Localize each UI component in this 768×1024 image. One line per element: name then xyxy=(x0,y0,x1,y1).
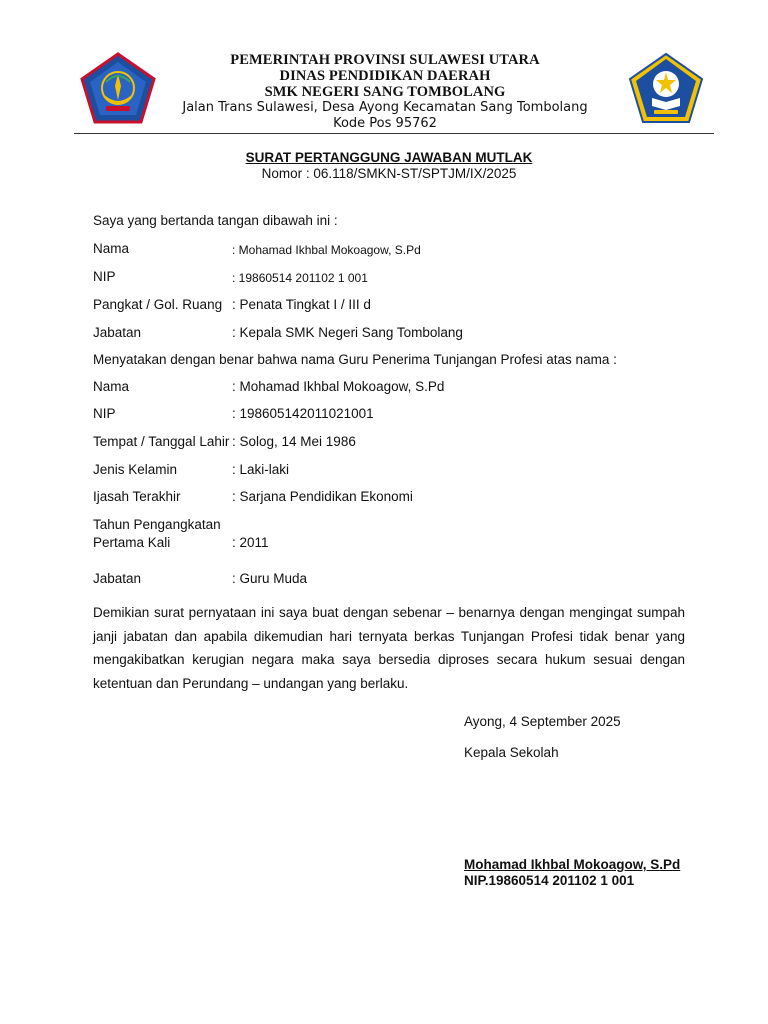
document-number: Nomor : 06.118/SMKN-ST/SPTJM/IX/2025 xyxy=(261,166,517,181)
declaration-text: Menyatakan dengan benar bahwa nama Guru Penerima Tunjangan Profesi atas nama : xyxy=(93,352,617,367)
teacher-appointment-value: : 2011 xyxy=(232,535,269,550)
signer-rank-label: Pangkat / Gol. Ruang xyxy=(93,297,223,312)
signature-name: Mohamad Ikhbal Mokoagow, S.Pd xyxy=(464,857,681,872)
teacher-education-label: Ijasah Terakhir xyxy=(93,489,181,504)
teacher-name-label: Nama xyxy=(93,379,130,394)
signer-name-value: : Mohamad Ikhbal Mokoagow, S.Pd xyxy=(232,243,421,257)
closing-paragraph: Demikian surat pernyataan ini saya buat dengan sebenar – benarnya dengan mengingat sumpah janji jabatan dan apabila dikemudian hari ternyata berkas Tunjangan Profesi tidak benar yang mengakibatkan kerugian negara maka saya bersedia diproses secara hukum sesuai dengan ketentuan dan Perundang – undangan yang berlaku. xyxy=(93,605,685,691)
teacher-birth-label: Tempat / Tanggal Lahir xyxy=(93,434,230,449)
letterhead-divider xyxy=(74,133,714,134)
signature-position: Kepala Sekolah xyxy=(464,745,559,760)
teacher-appointment-label-line1: Tahun Pengangkatan xyxy=(93,517,221,532)
signer-rank-value: : Penata Tingkat I / III d xyxy=(232,297,371,312)
teacher-nip-value: : 198605142011021001 xyxy=(232,406,374,421)
teacher-position-label: Jabatan xyxy=(93,571,142,586)
letterhead-address: Jalan Trans Sulawesi, Desa Ayong Kecamatan Sang Tombolang xyxy=(182,100,588,115)
signer-nip-label: NIP xyxy=(93,269,116,284)
letterhead-agency: DINAS PENDIDIKAN DAERAH xyxy=(279,68,491,84)
letterhead xyxy=(150,52,620,132)
document-title: SURAT PERTANGGUNG JAWABAN MUTLAK xyxy=(245,150,533,165)
signer-name-label: Nama xyxy=(93,241,130,256)
teacher-name-value: : Mohamad Ikhbal Mokoagow, S.Pd xyxy=(232,379,445,394)
signer-position-value: : Kepala SMK Negeri Sang Tombolang xyxy=(232,325,463,340)
teacher-gender-label: Jenis Kelamin xyxy=(93,462,178,477)
intro-text: Saya yang bertanda tangan dibawah ini : xyxy=(93,213,338,228)
teacher-gender-value: : Laki-laki xyxy=(232,462,290,477)
teacher-position-value: : Guru Muda xyxy=(232,571,308,586)
teacher-birth-value: : Solog, 14 Mei 1986 xyxy=(232,434,356,449)
letterhead-government: PEMERINTAH PROVINSI SULAWESI UTARA xyxy=(230,52,540,68)
teacher-appointment-label-line2: Pertama Kali xyxy=(93,535,171,550)
signature-place-date: Ayong, 4 September 2025 xyxy=(464,714,621,729)
teacher-education-value: : Sarjana Pendidikan Ekonomi xyxy=(232,489,413,504)
signature-nip: NIP.19860514 201102 1 001 xyxy=(464,873,635,888)
signer-nip-value: : 19860514 201102 1 001 xyxy=(232,271,368,285)
provincial-emblem-icon xyxy=(80,52,156,124)
signer-position-label: Jabatan xyxy=(93,325,142,340)
teacher-nip-label: NIP xyxy=(93,406,116,421)
letterhead-school: SMK NEGERI SANG TOMBOLANG xyxy=(264,84,506,100)
letterhead-postal-code: Kode Pos 95762 xyxy=(333,116,437,131)
school-emblem-icon xyxy=(628,52,704,124)
